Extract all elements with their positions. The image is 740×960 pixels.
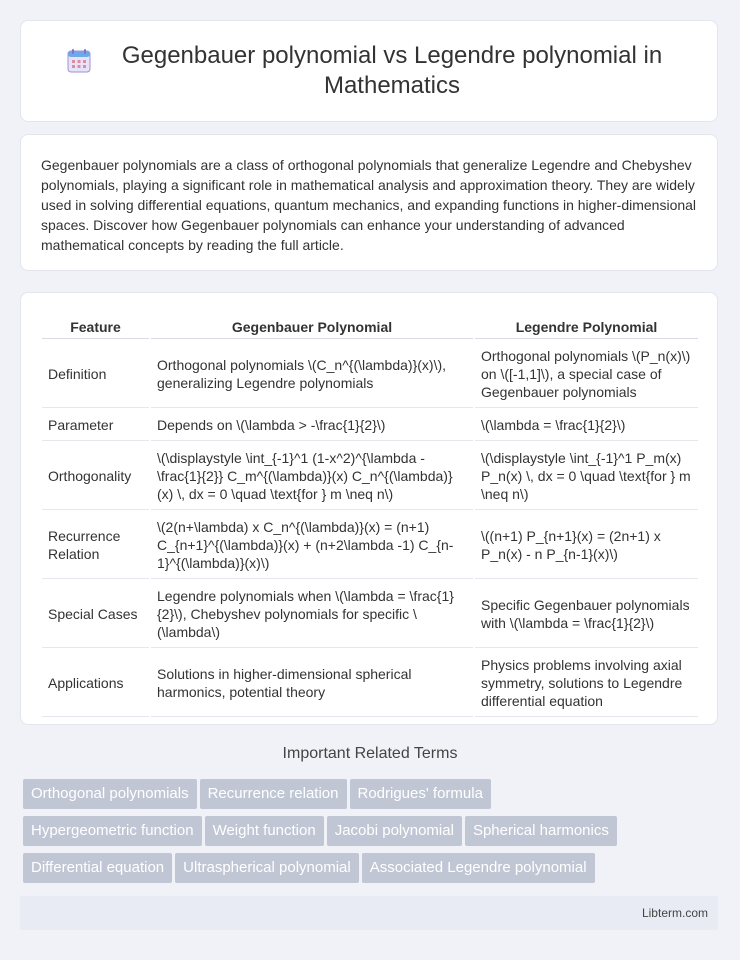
feature-cell: Applications <box>42 650 149 717</box>
tag-hypergeometric-function[interactable]: Hypergeometric function <box>23 816 202 846</box>
tag-differential-equation[interactable]: Differential equation <box>23 853 172 883</box>
legendre-cell: \((n+1) P_{n+1}(x) = (2n+1) x P_n(x) - n P_{n-1}(x)\) <box>475 512 698 579</box>
legendre-cell: \(\lambda = \frac{1}{2}\) <box>475 410 698 441</box>
gegenbauer-cell: Depends on \(\lambda > -\frac{1}{2}\) <box>151 410 473 441</box>
table-header-row <box>42 315 698 339</box>
header-feature: Feature <box>42 315 149 339</box>
tag-ultraspherical-polynomial[interactable]: Ultraspherical polynomial <box>175 853 359 883</box>
tag-orthogonal-polynomials[interactable]: Orthogonal polynomials <box>23 779 197 809</box>
footer <box>20 896 718 930</box>
gegenbauer-cell: \(2(n+\lambda) x C_n^{(\lambda)}(x) = (n+1) C_{n+1}^{(\lambda)}(x) + (n+2\lambda -1) C_{n-1}^{(\lambda)}(x)\) <box>151 512 473 579</box>
table-row <box>42 443 698 510</box>
tag-associated-legendre-polynomial[interactable]: Associated Legendre polynomial <box>362 853 595 883</box>
page-title: Gegenbauer polynomial vs Legendre polynomial in Mathematics <box>121 42 663 99</box>
intro-text: Gegenbauer polynomials are a class of orthogonal polynomials that generalize Legendre and Chebyshev polynomials, playing a significant role in mathematical analysis and approximation theory. They are widely used in solving differential equations, quantum mechanics, and expanding functions in higher-dimensional spaces. Discover how Gegenbauer polynomials can enhance your understanding of advanced mathematical concepts by reading the full article. <box>41 157 697 253</box>
gegenbauer-cell: \(\displaystyle \int_{-1}^1 (1-x^2)^{\lambda - \frac{1}{2}} C_m^{(\lambda)}(x) C_n^{(\lambda)}(x) \, dx = 0 \quad \text{for } m \neq n\) <box>151 443 473 510</box>
feature-cell: Parameter <box>42 410 149 441</box>
feature-cell: Orthogonality <box>42 443 149 510</box>
legendre-cell: Physics problems involving axial symmetry, solutions to Legendre differential equation <box>475 650 698 717</box>
related-terms-tags <box>23 779 703 890</box>
table-row <box>42 581 698 648</box>
feature-cell: Definition <box>42 341 149 408</box>
table-row <box>42 512 698 579</box>
header-legendre: Legendre Polynomial <box>475 315 698 339</box>
gegenbauer-cell: Legendre polynomials when \(\lambda = \frac{1}{2}\), Chebyshev polynomials for specific \(\lambda\) <box>151 581 473 648</box>
tag-rodrigues-formula[interactable]: Rodrigues' formula <box>350 779 491 809</box>
calendar-icon <box>66 48 92 74</box>
table-row <box>42 650 698 717</box>
tag-recurrence-relation[interactable]: Recurrence relation <box>200 779 347 809</box>
table-row <box>42 410 698 441</box>
gegenbauer-cell: Solutions in higher-dimensional spherical harmonics, potential theory <box>151 650 473 717</box>
footer-site-link[interactable]: Libterm.com <box>641 906 708 920</box>
legendre-cell: \(\displaystyle \int_{-1}^1 P_m(x) P_n(x) \, dx = 0 \quad \text{for } m \neq n\) <box>475 443 698 510</box>
intro-card <box>20 134 718 271</box>
comparison-table <box>40 313 700 719</box>
legendre-cell: Specific Gegenbauer polynomials with \(\lambda = \frac{1}{2}\) <box>475 581 698 648</box>
header-card <box>20 20 718 122</box>
comparison-card <box>20 292 718 725</box>
table-row <box>42 341 698 408</box>
feature-cell: Recurrence Relation <box>42 512 149 579</box>
header-gegenbauer: Gegenbauer Polynomial <box>151 315 473 339</box>
gegenbauer-cell: Orthogonal polynomials \(C_n^{(\lambda)}(x)\), generalizing Legendre polynomials <box>151 341 473 408</box>
tag-weight-function[interactable]: Weight function <box>205 816 324 846</box>
tag-jacobi-polynomial[interactable]: Jacobi polynomial <box>327 816 462 846</box>
tag-spherical-harmonics[interactable]: Spherical harmonics <box>465 816 617 846</box>
related-terms-title: Important Related Terms <box>282 745 458 762</box>
legendre-cell: Orthogonal polynomials \(P_n(x)\) on \([-1,1]\), a special case of Gegenbauer polynomials <box>475 341 698 408</box>
feature-cell: Special Cases <box>42 581 149 648</box>
